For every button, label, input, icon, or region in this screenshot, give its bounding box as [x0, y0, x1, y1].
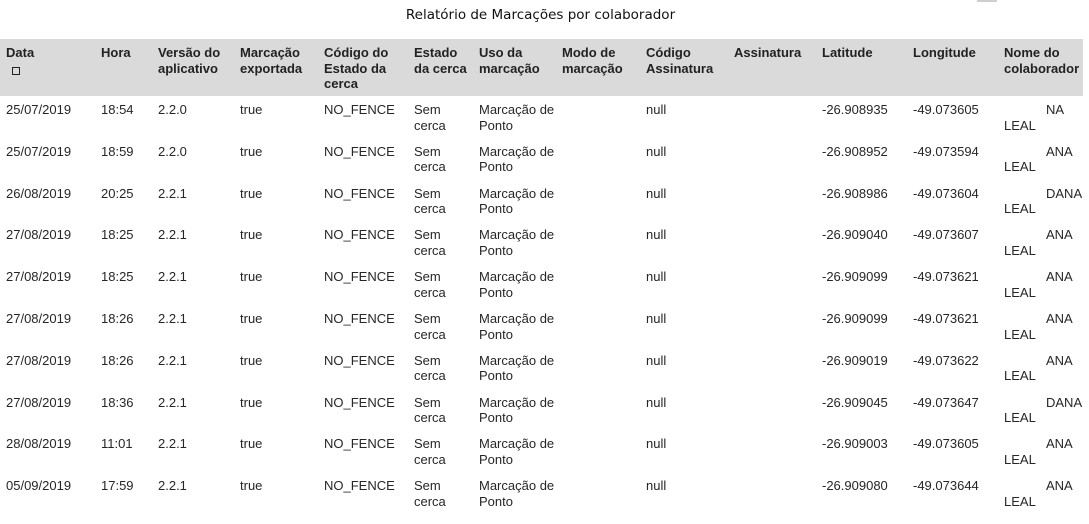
cell-nome [1004, 311, 1083, 342]
column-header-nome[interactable] [1004, 45, 1083, 76]
cell-latitude: -26.909040 [822, 227, 888, 243]
cell-estado: Sem cerca [414, 352, 446, 384]
cell-longitude: -49.073594 [913, 143, 979, 159]
name-second-line: LEAL [1004, 242, 1036, 258]
cell-estado: Sem cerca [414, 269, 446, 300]
cell-versao: 2.2.0 [158, 102, 187, 117]
name-visible-part: ANA [1046, 478, 1073, 494]
cell-uso: Marcação de Ponto [479, 478, 555, 509]
cell-data: 27/08/2019 [6, 394, 72, 410]
report-title: Relatório de Marcações por colaborador [405, 7, 676, 23]
column-header-label: Longitude [913, 45, 976, 60]
column-header-codigo_assinatura[interactable] [646, 45, 732, 76]
redacted-name-block [1004, 356, 1046, 367]
redacted-name-block [1004, 314, 1046, 325]
cell-exportada: true [240, 394, 263, 410]
cell-hora: 18:59 [101, 143, 134, 159]
name-second-line: LEAL [1004, 326, 1036, 342]
cell-uso: Marcação de Ponto [479, 102, 555, 133]
cell-hora: 17:59 [101, 478, 134, 494]
cell-exportada: true [240, 185, 263, 201]
cell-codigo_estado: NO_FENCE [324, 478, 395, 494]
cell-uso: Marcação de Ponto [479, 143, 555, 175]
cell-latitude: -26.909099 [822, 269, 888, 285]
cell-codigo_assinatura: null [646, 478, 667, 494]
cell-codigo_assinatura: null [646, 143, 667, 159]
column-header-label: Latitude [822, 45, 873, 60]
cell-estado: Sem cerca [414, 394, 446, 426]
cell-uso: Marcação de Ponto [479, 436, 555, 467]
cell-longitude: -49.073622 [913, 352, 979, 368]
column-header-label: Código Assinatura [646, 45, 714, 76]
column-header-label: Hora [101, 45, 131, 60]
cell-estado: Sem cerca [414, 227, 446, 258]
cell-codigo_estado: NO_FENCE [324, 102, 395, 117]
cell-uso: Marcação de Ponto [479, 185, 555, 217]
cell-latitude: -26.909019 [822, 352, 888, 368]
cell-codigo_estado: NO_FENCE [324, 269, 395, 285]
cell-nome [1004, 102, 1083, 133]
cell-codigo_assinatura: null [646, 185, 667, 201]
cell-latitude: -26.909080 [822, 478, 888, 494]
cell-estado: Sem cerca [414, 436, 446, 467]
column-header-latitude[interactable] [822, 45, 910, 61]
cell-estado: Sem cerca [414, 143, 446, 175]
sort-checkbox-icon[interactable] [12, 67, 20, 75]
cell-codigo_assinatura: null [646, 352, 667, 368]
name-visible-part: DANA [1046, 394, 1083, 410]
cell-codigo_estado: NO_FENCE [324, 227, 395, 243]
column-header-label: Nome do colaborador [1004, 45, 1080, 76]
cell-nome [1004, 186, 1083, 217]
redacted-name-block [1004, 189, 1046, 200]
cell-codigo_estado: NO_FENCE [324, 311, 395, 326]
cell-exportada: true [240, 102, 263, 117]
cell-versao: 2.2.1 [158, 227, 187, 243]
cell-hora: 18:25 [101, 269, 134, 285]
column-header-assinatura[interactable] [734, 45, 820, 61]
column-header-exportada[interactable] [240, 45, 322, 76]
name-visible-part: NA [1046, 102, 1065, 117]
cell-nome [1004, 478, 1083, 509]
redacted-name-block [1004, 439, 1046, 450]
column-header-hora[interactable] [101, 45, 156, 61]
cell-latitude: -26.909099 [822, 311, 888, 326]
cell-hora: 18:26 [101, 311, 134, 326]
cell-nome [1004, 227, 1083, 258]
cell-versao: 2.2.1 [158, 394, 187, 410]
cell-codigo_assinatura: null [646, 102, 667, 117]
column-header-modo[interactable] [562, 45, 644, 76]
name-second-line: LEAL [1004, 493, 1036, 509]
cell-nome [1004, 395, 1083, 426]
cell-data: 25/07/2019 [6, 102, 72, 117]
column-header-label: Uso da marcação [479, 45, 540, 76]
cell-estado: Sem cerca [414, 102, 446, 133]
cell-codigo_estado: NO_FENCE [324, 185, 395, 201]
name-visible-part: ANA [1046, 227, 1073, 243]
cell-data: 27/08/2019 [6, 311, 72, 326]
cell-codigo_estado: NO_FENCE [324, 394, 395, 410]
cell-uso: Marcação de Ponto [479, 352, 555, 384]
cell-codigo_assinatura: null [646, 227, 667, 243]
cell-versao: 2.2.1 [158, 478, 187, 494]
cell-data: 27/08/2019 [6, 227, 72, 243]
cell-data: 27/08/2019 [6, 269, 72, 285]
cell-versao: 2.2.1 [158, 436, 187, 452]
cell-exportada: true [240, 352, 263, 368]
column-header-data[interactable] [6, 45, 96, 76]
cell-codigo_assinatura: null [646, 311, 667, 326]
cell-longitude: -49.073621 [913, 269, 979, 285]
name-visible-part: ANA [1046, 269, 1073, 285]
cell-hora: 18:36 [101, 394, 134, 410]
cell-exportada: true [240, 436, 263, 452]
cell-codigo_assinatura: null [646, 436, 667, 452]
cell-hora: 18:26 [101, 352, 134, 368]
cell-nome [1004, 436, 1083, 467]
column-header-estado[interactable] [414, 45, 476, 76]
redacted-name-block [1004, 105, 1046, 116]
name-second-line: LEAL [1004, 368, 1036, 384]
cell-exportada: true [240, 143, 263, 159]
column-header-longitude[interactable] [913, 45, 1001, 61]
cell-versao: 2.2.1 [158, 311, 187, 326]
cell-nome [1004, 269, 1083, 300]
name-visible-part: ANA [1046, 352, 1073, 368]
column-header-uso[interactable] [479, 45, 559, 76]
cell-longitude: -49.073644 [913, 478, 979, 494]
cell-estado: Sem cerca [414, 478, 446, 509]
name-second-line: LEAL [1004, 451, 1036, 467]
cell-longitude: -49.073604 [913, 185, 979, 201]
name-second-line: LEAL [1004, 284, 1036, 300]
cell-data: 05/09/2019 [6, 478, 72, 494]
cell-exportada: true [240, 227, 263, 243]
column-header-label: Estado da cerca [414, 45, 467, 76]
column-header-label: Modo de marcação [562, 45, 623, 76]
cell-nome [1004, 353, 1083, 384]
cell-hora: 18:54 [101, 102, 134, 117]
redacted-name-block [1004, 398, 1046, 409]
column-header-versao[interactable] [158, 45, 238, 76]
cell-estado: Sem cerca [414, 311, 446, 342]
column-header-label: Marcação exportada [240, 45, 303, 76]
cell-hora: 18:25 [101, 227, 134, 243]
top-edge-mark [977, 0, 997, 2]
name-second-line: LEAL [1004, 117, 1036, 133]
cell-codigo_assinatura: null [646, 269, 667, 285]
cell-longitude: -49.073605 [913, 436, 979, 452]
cell-versao: 2.2.1 [158, 269, 187, 285]
cell-exportada: true [240, 311, 263, 326]
cell-exportada: true [240, 478, 263, 494]
cell-data: 26/08/2019 [6, 185, 72, 201]
cell-hora: 11:01 [101, 436, 133, 452]
cell-latitude: -26.909045 [822, 394, 888, 410]
cell-codigo_assinatura: null [646, 394, 667, 410]
cell-data: 25/07/2019 [6, 143, 72, 159]
cell-latitude: -26.908935 [822, 102, 888, 117]
column-header-label: Código do Estado da cerca [324, 45, 389, 91]
name-visible-part: ANA [1046, 436, 1073, 452]
cell-longitude: -49.073607 [913, 227, 979, 243]
cell-nome [1004, 144, 1083, 175]
cell-data: 28/08/2019 [6, 436, 72, 452]
column-header-label: Assinatura [734, 45, 802, 60]
cell-versao: 2.2.0 [158, 143, 187, 159]
cell-data: 27/08/2019 [6, 352, 72, 368]
redacted-name-block [1004, 481, 1046, 492]
name-visible-part: ANA [1046, 311, 1073, 326]
cell-uso: Marcação de Ponto [479, 227, 555, 258]
redacted-name-block [1004, 147, 1046, 158]
cell-latitude: -26.908952 [822, 143, 888, 159]
cell-uso: Marcação de Ponto [479, 269, 555, 300]
cell-longitude: -49.073621 [913, 311, 979, 326]
cell-uso: Marcação de Ponto [479, 394, 555, 426]
name-second-line: LEAL [1004, 159, 1036, 175]
cell-hora: 20:25 [101, 185, 134, 201]
cell-versao: 2.2.1 [158, 352, 187, 368]
cell-codigo_estado: NO_FENCE [324, 436, 395, 452]
cell-latitude: -26.908986 [822, 185, 888, 201]
name-second-line: LEAL [1004, 410, 1036, 426]
cell-longitude: -49.073647 [913, 394, 979, 410]
redacted-name-block [1004, 272, 1046, 283]
column-header-label: Data [6, 45, 35, 60]
cell-exportada: true [240, 269, 263, 285]
name-visible-part: ANA [1046, 143, 1073, 159]
cell-versao: 2.2.1 [158, 185, 187, 201]
cell-longitude: -49.073605 [913, 102, 979, 117]
cell-codigo_estado: NO_FENCE [324, 143, 395, 159]
cell-latitude: -26.909003 [822, 436, 888, 452]
column-header-codigo_estado[interactable] [324, 45, 412, 92]
name-visible-part: DANA [1046, 185, 1083, 201]
cell-codigo_estado: NO_FENCE [324, 352, 395, 368]
name-second-line: LEAL [1004, 201, 1036, 217]
cell-uso: Marcação de Ponto [479, 311, 555, 342]
cell-estado: Sem cerca [414, 185, 446, 217]
column-header-label: Versão do aplicativo [158, 45, 221, 76]
redacted-name-block [1004, 230, 1046, 241]
